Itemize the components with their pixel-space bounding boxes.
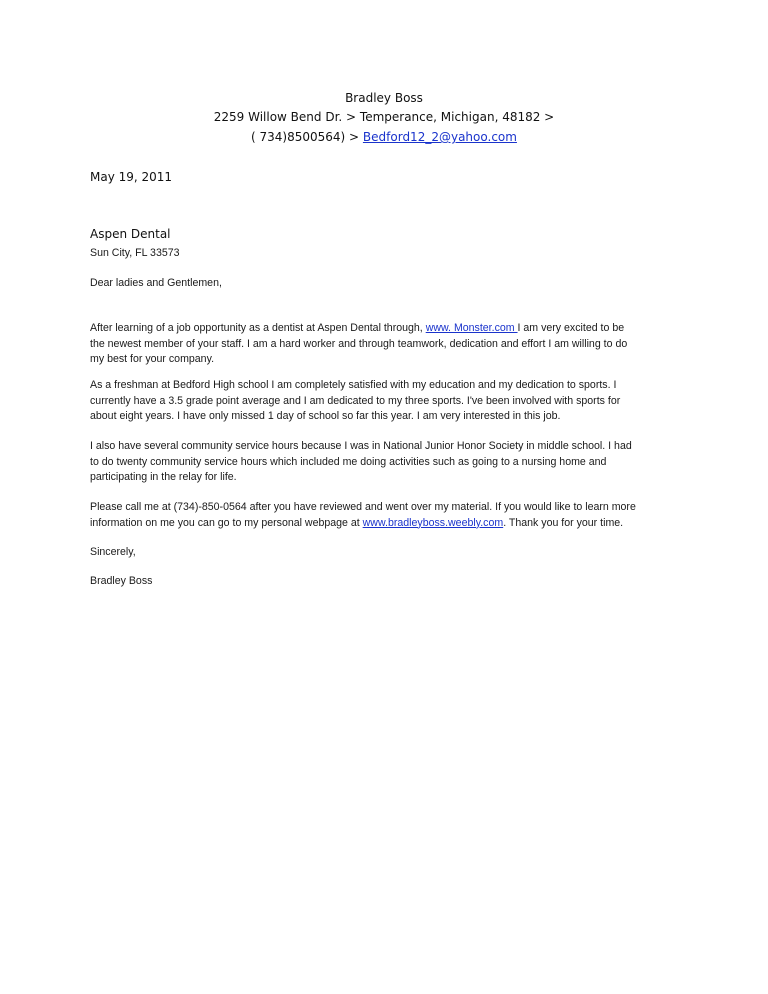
paragraph-line: my best for your company. [90, 353, 215, 366]
paragraph-text: information on me you can go to my personal webpage at [90, 516, 363, 529]
paragraph-education [90, 378, 690, 425]
greeting: Dear ladies and Gentlemen, [90, 277, 222, 289]
paragraph-contact [90, 500, 690, 531]
paragraph-line: participating in the relay for life. [90, 471, 237, 484]
paragraph-line: the newest member of your staff. I am a hard worker and through teamwork, dedication and effort I am willing to do [90, 337, 628, 350]
paragraph-line [90, 321, 690, 337]
closing: Sincerely, [90, 546, 136, 558]
paragraph-text: . Thank you for your time. [503, 516, 624, 529]
sender-email-link[interactable]: Bedford12_2@yahoo.com [362, 130, 517, 144]
letter-date: May 19, 2011 [90, 170, 173, 184]
sender-contact [0, 129, 768, 146]
recipient-city: Sun City, FL 33573 [90, 247, 180, 259]
recipient-company: Aspen Dental [90, 227, 171, 241]
paragraph-line [90, 516, 690, 532]
monster-link[interactable]: www. Monster.com [425, 322, 518, 334]
signature-name: Bradley Boss [90, 575, 153, 587]
paragraph-community-service [90, 439, 690, 486]
paragraph-line: to do twenty community service hours which included me doing activities such as going to a nursing home and [90, 455, 607, 468]
sender-name: Bradley Boss [345, 91, 423, 105]
paragraph-text: After learning of a job opportunity as a dentist at Aspen Dental through, [90, 322, 426, 334]
paragraph-line: Please call me at (734)-850-0564 after you have reviewed and went over my material. If you would like to learn more [90, 501, 636, 513]
sender-address: 2259 Willow Bend Dr. > Temperance, Michigan, 48182 > [213, 110, 555, 124]
webpage-link[interactable]: www.bradleyboss.weebly.com [362, 516, 504, 529]
sender-phone: ( 734)8500564) > [251, 130, 363, 144]
paragraph-text: I am very excited to be [517, 322, 625, 334]
paragraph-intro [90, 321, 690, 368]
paragraph-line: about eight years. I have only missed 1 day of school so far this year. I am very interested in this job. [90, 410, 561, 423]
paragraph-line: currently have a 3.5 grade point average and I am dedicated to my three sports. I've been involved with sports for [90, 394, 621, 407]
paragraph-line: I also have several community service hours because I was in National Junior Honor Society in middle school. I had [90, 440, 632, 452]
paragraph-line: As a freshman at Bedford High school I am completely satisfied with my education and my dedication to sports. I [90, 379, 617, 391]
